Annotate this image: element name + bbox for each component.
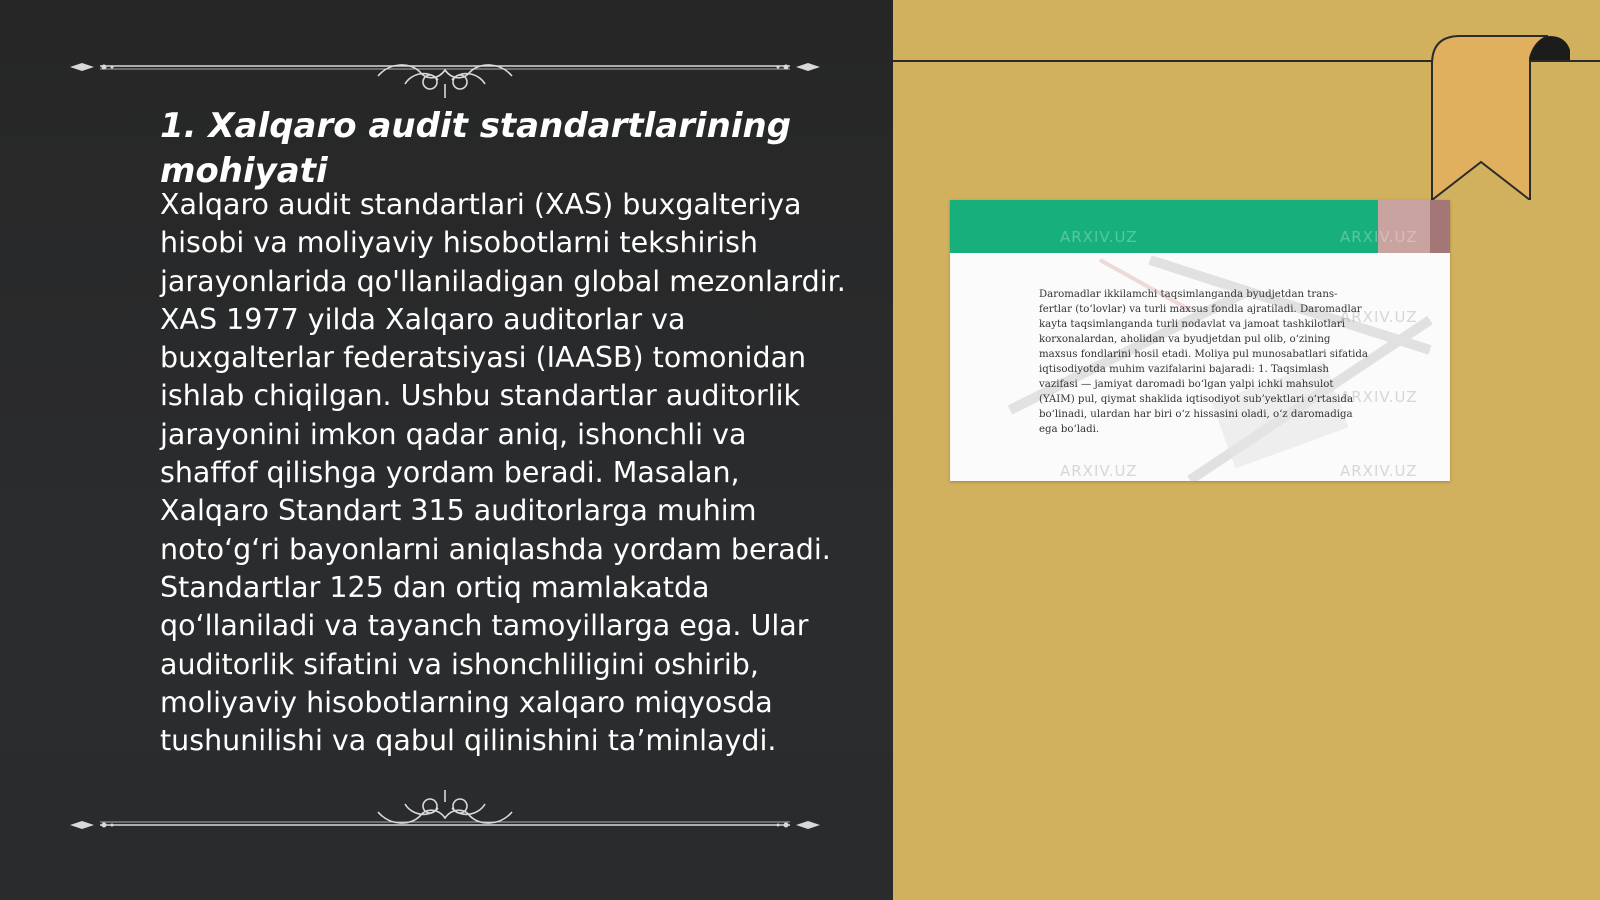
ornament-top: [60, 40, 830, 100]
watermark-text: ARXIV.UZ: [1340, 308, 1418, 326]
watermark-text: ARXIV.UZ: [1340, 388, 1418, 406]
document-thumbnail: [950, 200, 1450, 481]
thumbnail-paragraph: Daromadlar ikkilamchi taqsimlanganda byudjetdan trans-fertlar (to‘lovlar) va turli maxsus fondla ajratiladi. Daromadlar kayta taqsimlanganda turli nodavlat va jamoat tashkilotlari korxonalardan, aholidan va byudjetdan pul olib, o‘zining maxsus fondlarini hosil etadi. Moliya pul munosabatlari sifatida iqtisodiyotda muhim vazifalarini bajaradi: 1. Taqsimlash vazifasi — jamiyat daromadi bo‘lgan yalpi ichki mahsulot (YAIM) pul, qiymat shaklida iqtisodiyot sub’yektlari o‘rtasida bo‘linadi, ulardan har biri o‘z hissasini oladi, o‘z daromadiga ega bo‘ladi.: [1039, 289, 1368, 435]
bookmark-ribbon-icon: [1430, 34, 1570, 200]
watermark-text: ARXIV.UZ: [1340, 228, 1418, 246]
ornament-bottom: [60, 780, 830, 840]
slide-title: 1. Xalqaro audit standartlarining mohiyati: [160, 106, 792, 191]
watermark-text: ARXIV.UZ: [1060, 228, 1138, 246]
thumbnail-header-accent-dark: [1430, 200, 1450, 253]
watermark-text: ARXIV.UZ: [1340, 462, 1418, 480]
watermark-text: ARXIV.UZ: [1060, 462, 1138, 480]
slide-body-text: Xalqaro audit standartlari (XAS) buxgalteriya hisobi va moliyaviy hisobotlarni tekshirish jarayonlarida qo'llaniladigan global mezonlardir. XAS 1977 yilda Xalqaro auditorlar va buxgalterlar federatsiyasi (IAASB) tomonidan ishlab chiqilgan. Ushbu standartlar auditorlik jarayonini imkon qadar aniq, ishonchli va shaffof qilishga yordam beradi. Masalan, Xalqaro Standart 315 auditorlarga muhim noto‘g‘ri bayonlarni aniqlashda yordam beradi. Standartlar 125 dan ortiq mamlakatda qo‘llaniladi va tayanch tamoyillarga ega. Ular auditorlik sifatini va ishonchliligini oshirib, moliyaviy hisobotlarning xalqaro miqyosda tushunilishi va qabul qilinishini ta’minlaydi.: [160, 188, 846, 758]
